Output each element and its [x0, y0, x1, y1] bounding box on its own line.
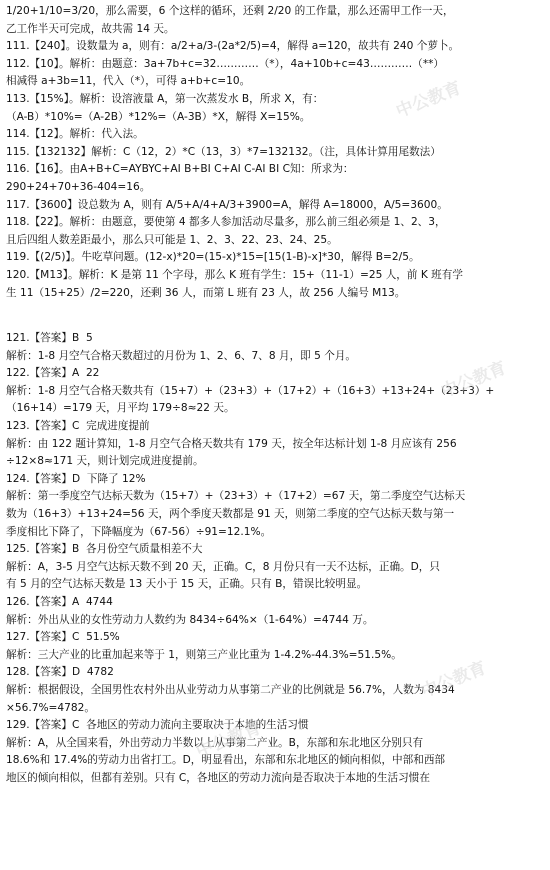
text-line: 127.【答案】C 51.5% — [6, 631, 120, 644]
watermark-text: 中公教育 — [193, 718, 264, 763]
text-line: 乙工作半天可完成，故共需 14 天。 — [6, 22, 175, 35]
text-line: 116.【16】。由A+B+C=AYBYC+AI B+BI C+AI C-AI BI C知：所求为： — [6, 163, 354, 176]
text-line: 解析：三大产业的比重加起来等于 1，则第三产业比重为 1-4.2%-44.3%=51.5%。 — [6, 648, 402, 661]
text-line: 124.【答案】D 下降了 12% — [6, 472, 146, 485]
text-line: 126.【答案】A 4744 — [6, 596, 113, 608]
text-line: 125.【答案】B 各月份空气质量相差不大 — [6, 543, 203, 556]
text-line: 129.【答案】C 各地区的劳动力流向主要取决于本地的生活习惯 — [6, 719, 309, 732]
text-line: 117.【3600】设总数为 A，则有 A/5+A/4+A/3+3900=A，解得 A=18000，A/5=3600。 — [6, 198, 448, 211]
answers-121-129-block — [6, 330, 550, 787]
text-line: 115.【132132】解析：C（12，2）*C（13，3）*7=132132。（注，具体计算用尾数法） — [6, 145, 441, 158]
text-line: 解析：A，从全国来看，外出劳动力半数以上从事第二产业。B，东部和东北地区分别只有 — [6, 736, 424, 749]
text-line: 112.【10】。解析：由题意：3a+7b+c=32…………（*），4a+10b+c=43…………（**） — [6, 57, 445, 70]
text-line: 123.【答案】C 完成进度提前 — [6, 420, 150, 433]
text-line: 120.【M13】。解析：K 是第 11 个字母，那么 K 班有学生：15+（11-1）=25 人，前 K 班有学 — [6, 268, 463, 281]
text-line: 解析：第一季度空气达标天数为（15+7）+（23+3）+（17+2）=67 天，第二季度空气达标天 — [6, 490, 466, 503]
text-line: 地区的倾向相似，但都有差别。只有 C，各地区的劳动力流向是否取决于本地的生活习惯在 — [6, 771, 430, 784]
answers-111-120-block — [6, 3, 550, 302]
text-line: 相减得 a+3b=11，代入（*），可得 a+b+c=10。 — [6, 75, 251, 88]
text-line: 118.【22】。解析：由题意，要使第 4 都多人参加活动尽量多，那么前三组必须是 1、2、3， — [6, 216, 446, 229]
watermark-text: 中公教育 — [418, 658, 489, 703]
text-line: 290+24+70+36-404=16。 — [6, 180, 151, 193]
text-line: （A-B）*10%=（A-2B）*12%=（A-3B）*X，解得 X=15%。 — [6, 110, 311, 123]
text-line: （16+14）=179 天，月平均 179÷8≈22 天。 — [6, 402, 235, 415]
section-gap — [6, 302, 550, 330]
text-line: 122.【答案】A 22 — [6, 367, 100, 380]
text-line: 解析：由 122 题计算知，1-8 月空气合格天数共有 179 天，按全年达标计划 1-8 月应该有 256 — [6, 437, 457, 450]
watermark-text: 中公教育 — [393, 78, 464, 123]
text-line: 128.【答案】D 4782 — [6, 666, 114, 679]
text-line: 生 11（15+25）/2=220，还剩 36 人，而第 L 班有 23 人，故 256 人编号 M13。 — [6, 286, 406, 299]
text-line: 且后四组人数差距最小，那么只可能是 1、2、3、22、23、24、25。 — [6, 233, 338, 246]
text-line: 18.6%和 17.4%的劳动力出省打工。D，明显看出，东部和东北地区的倾向相似，中部和西部 — [6, 754, 446, 767]
text-line: 解析：外出从业的女性劳动力人数约为 8434÷64%×（1-64%）=4744 万。 — [6, 613, 374, 626]
text-line: 季度相比下降了，下降幅度为（67-56）÷91=12.1%。 — [6, 525, 272, 538]
watermark-text: 中公教育 — [438, 358, 509, 403]
text-line: 解析：A，3-5 月空气达标天数不到 20 天，正确。C，8 月份只有一天不达标，正确。D，只 — [6, 560, 440, 573]
text-line: 1/20+1/10=3/20，那么需要，6 个这样的循环，还剩 2/20 的工作量，那么还需甲工作一天， — [6, 5, 454, 17]
text-line: 解析：根据假设，全国男性农村外出从业劳动力从事第二产业的比例就是 56.7%，人数为 8434 — [6, 683, 455, 696]
text-line: 119.【(2/5)】。牛吃草问题。(12-x)*20=(15-x)*15=[15(1-B)-x]*30，解得 B=2/5。 — [6, 251, 420, 264]
text-line: 114.【12】。解析：代入法。 — [6, 128, 144, 141]
text-line: 121.【答案】B 5 — [6, 332, 93, 345]
text-line: ÷12×8≈171 天，则计划完成进度提前。 — [6, 455, 204, 468]
text-line: 113.【15%】。解析：设溶液量 A，第一次蒸发水 B，所求 X，有： — [6, 92, 324, 105]
text-line: 解析：1-8 月空气合格天数超过的月份为 1、2、6、7、8 月，即 5 个月。 — [6, 349, 357, 362]
text-line: 数为（16+3）+13+24=56 天，两个季度天数都是 91 天，则第二季度的空气达标天数与第一 — [6, 508, 455, 521]
text-line: ×56.7%=4782。 — [6, 701, 95, 714]
text-line: 111.【240】。设数量为 a，则有：a/2+a/3-(2a*2/5)=4，解得 a=120，故共有 240 个萝卜。 — [6, 40, 460, 53]
text-line: 有 5 月的空气达标天数是 13 天小于 15 天，正确。只有 B，错误比较明显。 — [6, 578, 368, 591]
text-line: 解析：1-8 月空气合格天数共有（15+7）+（23+3）+（17+2）+（16+3）+13+24+（23+3）+ — [6, 384, 495, 397]
